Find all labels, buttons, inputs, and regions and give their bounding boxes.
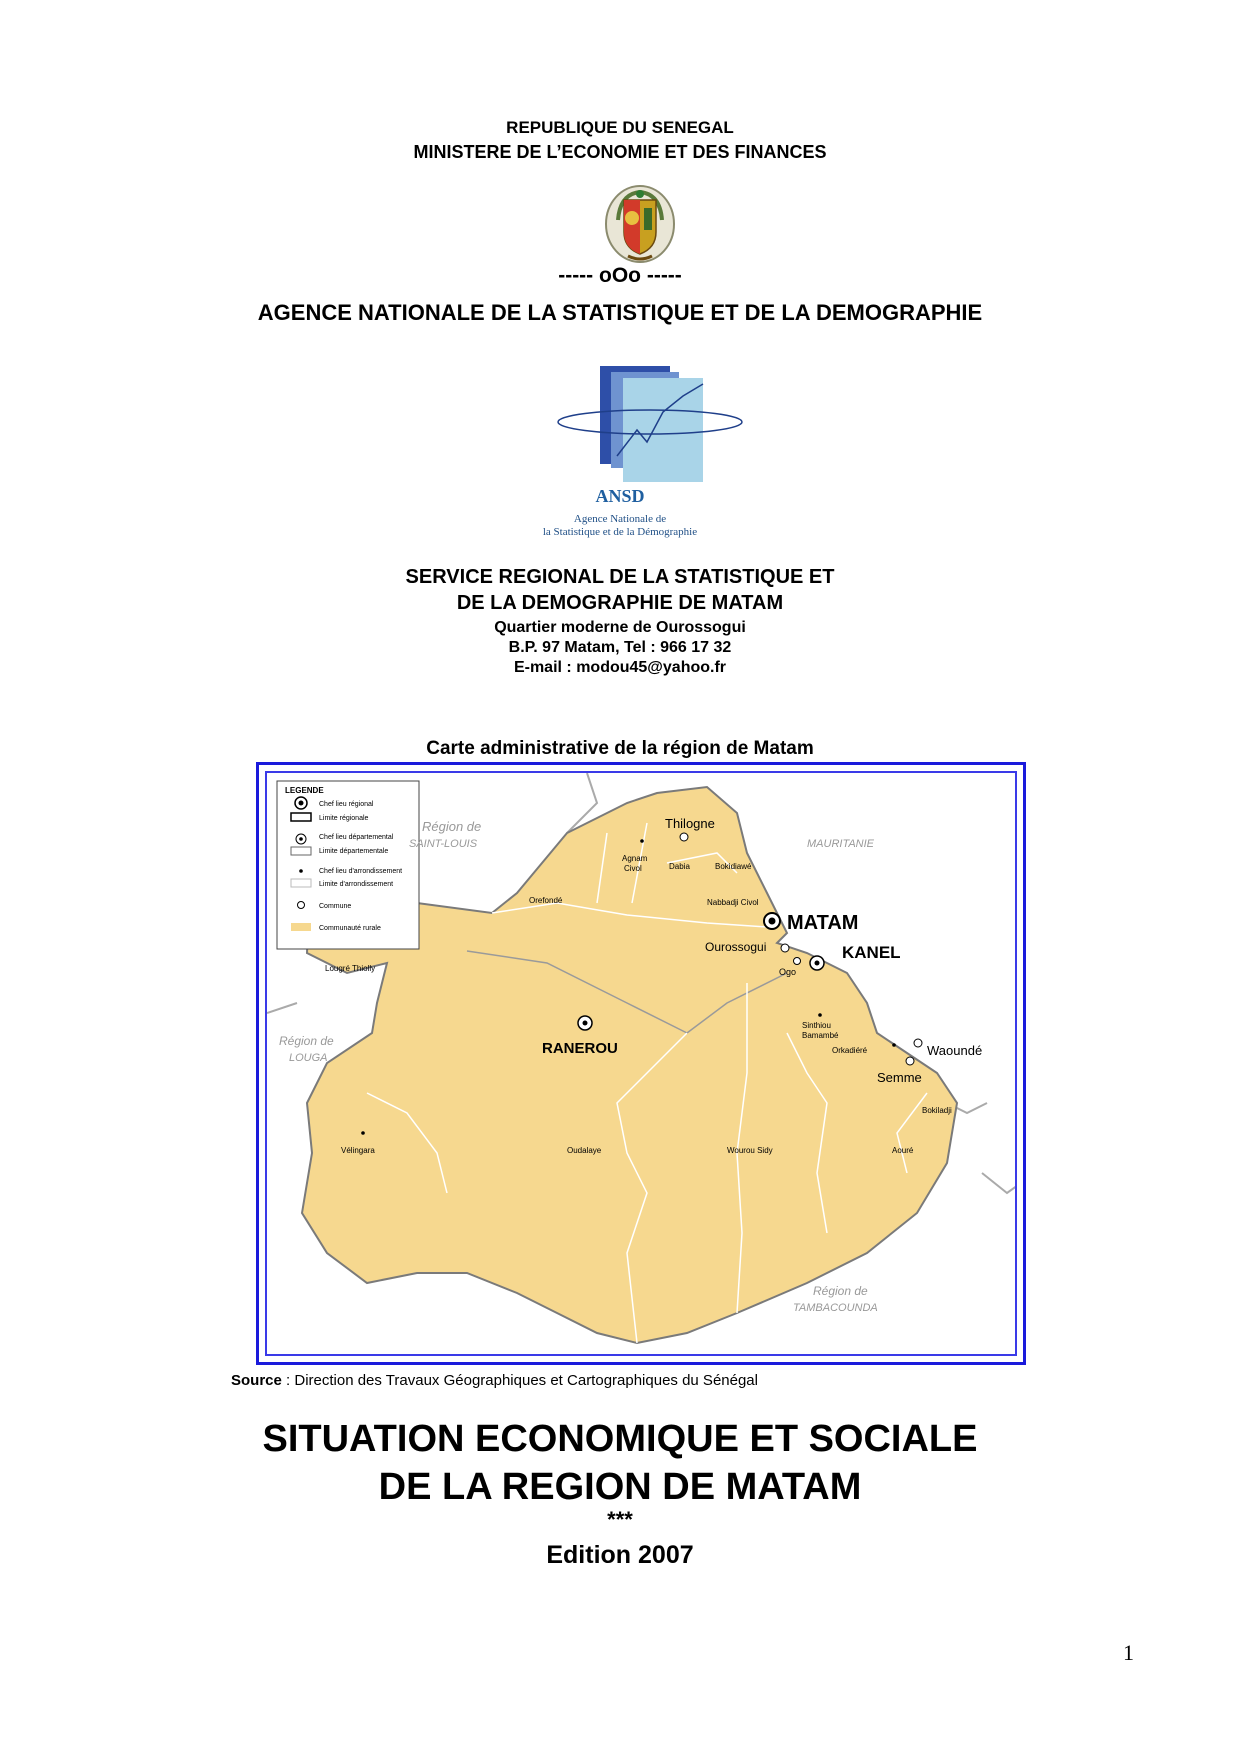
agency-heading: AGENCE NATIONALE DE LA STATISTIQUE ET DE LA DEMOGRAPHIE	[257, 300, 983, 325]
ministry-heading: MINISTERE DE L’ECONOMIE ET DES FINANCES	[413, 142, 827, 162]
ansd-logo-subtitle-1: Agence Nationale de	[573, 513, 667, 525]
place-matam: MATAM	[787, 912, 859, 934]
legend-item-3: Chef lieu départemental	[319, 834, 394, 841]
republic-heading: REPUBLIQUE DU SENEGAL	[506, 118, 734, 137]
place-bokiladji: Bokiladji	[922, 1106, 952, 1115]
place-oudalaye: Oudalaye	[567, 1146, 602, 1155]
place-bokidiawe: Bokidiawé	[715, 862, 752, 871]
service-address: Quartier moderne de Ourossogui	[494, 619, 746, 636]
legend-item-7: Commune	[319, 903, 352, 910]
neighbor-tamba-1: Région de	[813, 1284, 868, 1298]
legend-arrondissement-capital-icon	[299, 869, 303, 873]
legend-item-5: Chef lieu d'arrondissement	[319, 868, 403, 875]
source-text: : Direction des Travaux Géographiques et Cartographiques du Sénégal	[281, 1372, 758, 1389]
legend-item-8: Communauté rurale	[319, 925, 381, 932]
title-stars: ***	[607, 1507, 633, 1532]
service-heading-2: DE LA DEMOGRAPHIE DE MATAM	[456, 592, 784, 614]
map-source	[231, 1372, 758, 1389]
place-thilogne: Thilogne	[665, 816, 715, 831]
place-ourossogui: Ourossogui	[705, 940, 767, 954]
legend-item-6: Limite d'arrondissement	[319, 881, 394, 888]
place-orefonde: Orefondé	[529, 896, 563, 905]
coat-of-arms-icon	[600, 180, 680, 264]
ansd-logo-icon	[555, 362, 745, 484]
page-number: 1	[1123, 1640, 1134, 1665]
place-wouro-sidy: Wourou Sidy	[727, 1146, 773, 1155]
place-velingara: Vélingara	[341, 1146, 375, 1155]
ansd-logo-subtitle-2: la Statistique et de la Démographie	[542, 526, 698, 538]
place-semme: Semme	[877, 1070, 922, 1085]
source-label: Source	[231, 1372, 282, 1389]
place-dabia: Dabia	[669, 862, 690, 871]
place-orkadiere: Orkadiéré	[832, 1046, 868, 1055]
legend-title: LEGENDE	[285, 786, 324, 795]
place-ogo: Ogo	[779, 967, 797, 977]
separator-ooo: ----- oOo -----	[558, 264, 682, 287]
legend-item-1: Chef lieu régional	[319, 801, 374, 808]
place-lougre: Lougré Thiolly	[325, 964, 376, 973]
place-agnam-1: Agnam	[622, 854, 648, 863]
edition-label: Edition 2007	[546, 1541, 694, 1569]
place-ranerou: RANEROU	[542, 1040, 618, 1057]
place-aoure: Aouré	[892, 1146, 914, 1155]
map-frame	[256, 762, 1026, 1365]
service-heading-1: SERVICE REGIONAL DE LA STATISTIQUE ET	[405, 566, 835, 588]
legend-item-4: Limite départementale	[319, 848, 389, 855]
neighbor-saint-louis-2: SAINT-LOUIS	[409, 838, 478, 850]
neighbor-tamba-2: TAMBACOUNDA	[793, 1302, 878, 1314]
document-title-2: DE LA REGION DE MATAM	[378, 1466, 862, 1508]
service-bp-tel: B.P. 97 Matam, Tel : 966 17 32	[508, 639, 732, 656]
neighbor-louga-1: Région de	[279, 1034, 334, 1048]
place-sinthiou-1: Sinthiou	[802, 1021, 831, 1030]
place-kanel: KANEL	[842, 943, 901, 962]
place-sinthiou-2: Bamambé	[802, 1031, 839, 1040]
service-email: E-mail : modou45@yahoo.fr	[513, 659, 727, 676]
neighbor-louga-2: LOUGA	[289, 1052, 328, 1064]
map-area	[265, 771, 1017, 1356]
map-title: Carte administrative de la région de Matam	[426, 738, 814, 759]
matam-region-map	[267, 773, 1017, 1356]
place-nabbadji: Nabbadji Civol	[707, 898, 759, 907]
ansd-logo-name: ANSD	[595, 486, 645, 506]
place-agnam-2: Civol	[624, 864, 642, 873]
document-title-1: SITUATION ECONOMIQUE ET SOCIALE	[262, 1418, 978, 1460]
place-waounde: Waoundé	[927, 1043, 983, 1058]
neighbor-mauritanie: MAURITANIE	[807, 838, 875, 850]
neighbor-saint-louis-1: Région de	[422, 819, 482, 834]
legend-rural-community-icon	[291, 923, 311, 931]
legend-item-2: Limite régionale	[319, 815, 369, 822]
